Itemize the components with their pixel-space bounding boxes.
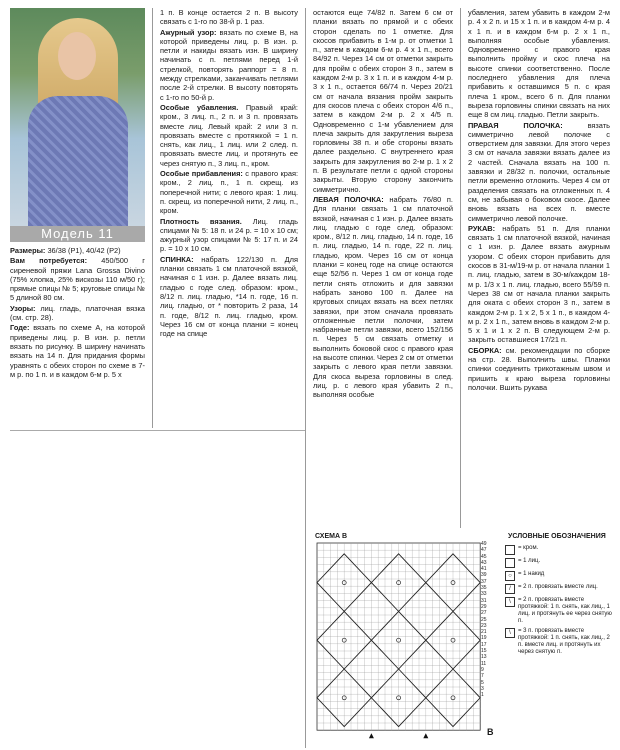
legend [505,545,613,659]
column-1 [10,246,145,380]
row-number: 5 [481,679,484,686]
row-number: 45 [481,553,487,560]
photo-sweater [28,96,128,226]
legend-item [505,571,613,581]
paragraph [10,323,145,379]
paragraph-text: набрать 122/130 п. Для планки связать 1 см платочной вязкой, начиная с 1 изн. р. Далее вязать лиц. гладью с годе след. образом: кром., 8/12 п. лиц. гладью, *14 п. годе, 16 п. лиц. гладью, от * повторить 2 раза, 14 п. годе, 8/12 п. лиц. гладью, кром. Через 16 см от конца планки = конец годе на спице [160,254,298,339]
paragraph [160,169,298,215]
row-number: 41 [481,566,487,573]
divider-2 [305,8,306,748]
row-number: 47 [481,547,487,554]
legend-item [505,597,613,625]
row-number: 39 [481,572,487,579]
legend-symbol-icon [505,545,515,555]
model-photo [10,8,145,226]
paragraph-text: вязать по схеме А, на которой приведены лиц. р. В изн. р. петли вязать по рисунку. В ширину начинать вязать на 14 п. Для придания формы уравнять с обеих сторон по схеме в 7-м р. по 1 п. и в каждом 6-м р. 5 х [10,323,145,379]
row-number: 19 [481,635,487,642]
paragraph-text: лиц. гладь, платочная вязка (см. стр. 28). [10,303,145,323]
paragraph-text: набрать 76/80 п. Для планки связать 1 см платочной вязкой, начиная с 1 изн. р. Далее вязать лиц. гладью с годе след. образом: кром., 8/12 п. лиц. гладью, 14 п. годе, 16 п. лиц. гладью, 14 п. годе, 22 п. лиц. гладью, кром. Через 16 см от конца планки = конец годе на спице остаются еще 52/56 п. Через 1 см от конца годе петли снять отложить и для завязки набрать заново 100 п. Далее на круговых спицах вязать на всех петлях завязки, при этом сначала провязать отложенные петли полочки, затем набранные петли завязки, всего 152/156 п. Через 5 см связать отметку и выполнить боковой скос с правого края на высоте спинки. Через 2 см от отметки закрыть с левого края петли завязки. Для скоса выреза горловины в след. лиц. р. с левого края убавить 2 п., выполняя особые [313,194,453,400]
column-4 [468,8,610,393]
chart-row-numbers [481,541,487,698]
paragraph [468,121,610,223]
empty-panel [10,430,305,746]
paragraph-heading: Плотность вязания. [160,216,242,226]
schema-title: СХЕМА В [315,533,348,540]
legend-text: = 1 накид [518,571,545,577]
legend-item [505,584,613,594]
row-number: 29 [481,603,487,610]
paragraph-text: Правый край: кром., 3 лиц. п., 2 п. и 3 п. провязать вместе лиц. Левый край: 2 или 3 п. провязать вместе с протяжкой = 1 п. снять, как лиц., 1 лиц. или 2 след. п. провязать вместе лиц. и протянуть ее через снятую п., 3 лиц. п., кром. [160,102,298,168]
paragraph [160,103,298,168]
row-number: 27 [481,610,487,617]
paragraph-text: 36/38 (P1), 40/42 (P2) [45,246,121,255]
legend-text: = 3 п. провязать вместе протяжкой: 1 п. снять, как лиц., 2 п. вместе лиц. и протянуть их через снятую п. [518,628,610,655]
paragraph-heading: Особые прибавления: [160,169,243,179]
paragraph-heading: Особые убавления. [160,102,239,112]
paragraph [468,224,610,345]
paragraph-text: с правого края: кром., 2 лиц. п., 1 п. скрещ. из поперечной нити; с левого края: 1 лиц. п. скрещ. из поперечной нити, 2 лиц. п., кром. [160,169,299,216]
paragraph-heading: СБОРКА: [468,345,502,355]
paragraph-heading: ПРАВАЯ ПОЛОЧКА: [468,120,563,130]
paragraph [313,8,453,194]
row-number: 23 [481,622,487,629]
paragraph [160,255,298,339]
column-2 [160,8,298,339]
paragraph [160,217,298,254]
legend-title: УСЛОВНЫЕ ОБОЗНАЧЕНИЯ [508,533,606,540]
row-number: 25 [481,616,487,623]
legend-item [505,545,613,555]
knitting-chart [315,541,481,741]
paragraph-text: вязать симметрично левой полочке с отверстием для завязки. Для этого через 3 см от начала завязки вязать далее из 2 частей. Сначала вязать на 100 п. завязки и 28/32 п. полочки, остальные петли временно отложить. Через 4 см от разделения связать на отложенных п. 4 см, не забывая о боковом скосе. Далее вновь вязать на всех п. вместе симметрично левой полочке. [468,120,610,223]
legend-symbol-icon [505,558,515,568]
legend-symbol-icon: / [505,584,515,594]
paragraph-text: убавления, затем убавить в каждом 2-м р. 4 x 2 п. и 15 x 1 п. и в каждом 4-м р. 4 x 1 п. и в каждом 6-м р. 2 x 1 п., выполняя особые убавления. Одновременно с правого края выполнить пройму и скос плеча на высоте спинки соответственно. После последнего убавления для плеча прибавить к оставшимся 5 п. с края плеча 1 кром., всего 6 п. Для планки выреза горловины спинки связать на них еще 8 см лиц. гладью. Петли закрыть. [468,8,610,120]
column-3 [313,8,453,400]
row-number: 33 [481,591,487,598]
paragraph-heading: Вам потребуется: [10,256,88,266]
row-number: 43 [481,559,487,566]
row-number: 3 [481,685,484,692]
row-number: 11 [481,660,487,667]
paragraph-text: вязать по схеме В, на которой приведены лиц. р. В изн. р. петли и накиды вязать изн. В ширину начинать с п. петлями перед 1-й стрелкой, повторять раппорт = 8 п. между стрелками, заканчивать петлями после 2-й стрелки. В высоту повторять с 1-го по 50-й р. [160,27,298,102]
paragraph-heading: ЛЕВАЯ ПОЛОЧКА: [313,194,384,204]
paragraph-heading: СПИНКА: [160,254,194,264]
divider-1 [152,8,153,428]
row-number: 1 [481,692,484,699]
legend-symbol-icon: \ [505,628,515,638]
chart-letter: B [487,727,494,737]
legend-text: = кром. [518,545,539,551]
legend-text: = 1 лиц. [518,558,541,564]
paragraph [468,346,610,392]
row-number: 17 [481,641,487,648]
legend-item [505,558,613,568]
paragraph [160,8,298,27]
paragraph-heading: Узоры: [10,303,36,313]
paragraph-text: остаются еще 74/82 п. Затем 6 см от планки вязать по прямой и с обеих сторон сделать по 1 отметке. Для скосов прибавить в 1-м р. от отметки 1 п., затем в каждом 6-м р. 4 x 1 п., всего 84/92 п. Через 14 см от отметки закрыть для пройм с обеих сторон 3 п., затем в каждом 2-м р. 3 x 1 п. и в каждом 4-м р. 3 x 1 п., остается 66/74 п. Через 20/21 см от начала вязания пройм закрыть для скосов плеча с обеих сторон 4/6 п., затем в каждом 2-м р. 2 x 4/5 п. Одновременно с 1-м убавлением для плеча закрыть для закругления выреза горловины 38 п. и обе стороны вязать далее раздельно. С внутреннего края закрыть для закругления во 2-м р. 1 x 2 п. В результате петли с одной стороны закрыты. Вторую сторону закончить симметрично. [313,8,453,194]
legend-symbol-icon: ○ [505,571,515,581]
paragraph [313,195,453,400]
row-number: 35 [481,585,487,592]
paragraph-text: набрать 51 п. Для планки связать 1 см платочной вязкой, начиная с 1 изн. р. Далее вязать ажурным узором. С обеих сторон прибавить для скосов в 31-м/19-м р. от начала планки 1 п. лиц. гладью, затем в 30-м/каждом 18-м р. 1/3 x 1 п. лиц. гладью, всего 55/59 п. Через 38 см от начала планки закрыть для оката с обеих сторон 3 п., затем в каждом 2-м р. 1 x 2, 5 x 1 п., в каждом 4-м р. 2 x 1 п., затем вновь в каждом 2-м р. 5 x 1 и 1 x 2 п. В следующем 2-м р. закрыть оставшиеся 17/21 п. [468,223,610,345]
row-number: 31 [481,597,487,604]
paragraph-heading: Ажурный узор: [160,27,217,37]
legend-symbol-icon: \ [505,597,515,607]
paragraph [10,246,145,255]
paragraph-text: 450/500 г сиреневой пряжи Lana Grossa Divino (75% хлопка, 25% вискозы 110 м/50 г); прямые спицы № 5; круговые спицы № 5 длиной 80 см. [10,256,145,303]
paragraph [468,8,610,120]
legend-text: = 2 п. провязать вместе протяжкой: 1 п. снять, как лиц., 1 лиц. и протянуть ее через снятую п. [518,597,612,624]
row-number: 37 [481,578,487,585]
paragraph-text: см. рекомендации по сборке на стр. 28. Выполнить швы. Планки спинки соединить трикотажным швом и пришить к краю выреза горловины полочки. Вшить рукава [468,345,610,392]
divider-3 [460,8,461,528]
row-number: 49 [481,541,487,547]
paragraph [160,28,298,102]
model-label: Модель 11 [10,226,145,242]
row-number: 21 [481,629,487,636]
paragraph-heading: Размеры: [10,246,46,255]
paragraph [10,256,145,302]
row-number: 13 [481,654,487,661]
row-number: 15 [481,648,487,655]
legend-item [505,628,613,656]
row-number: 9 [481,666,484,673]
paragraph-heading: РУКАВ: [468,223,496,233]
legend-text: = 2 п. провязать вместе лиц. [518,584,598,590]
photo-face [58,32,96,80]
repeat-arrow [423,733,428,738]
paragraph-text: Лиц. гладь спицами № 5: 18 п. и 24 р. = 10 x 10 см; ажурный узор спицами № 5: 17 п. и 24 р. = 10 x 10 см. [160,216,298,254]
paragraph-text: 1 п. В конце остается 2 п. В высоту связать с 1-го по 38-й р. 1 раз. [160,8,298,27]
row-number: 7 [481,673,484,680]
paragraph [10,304,145,323]
paragraph-heading: Годе: [10,323,30,333]
repeat-arrow [369,733,374,738]
